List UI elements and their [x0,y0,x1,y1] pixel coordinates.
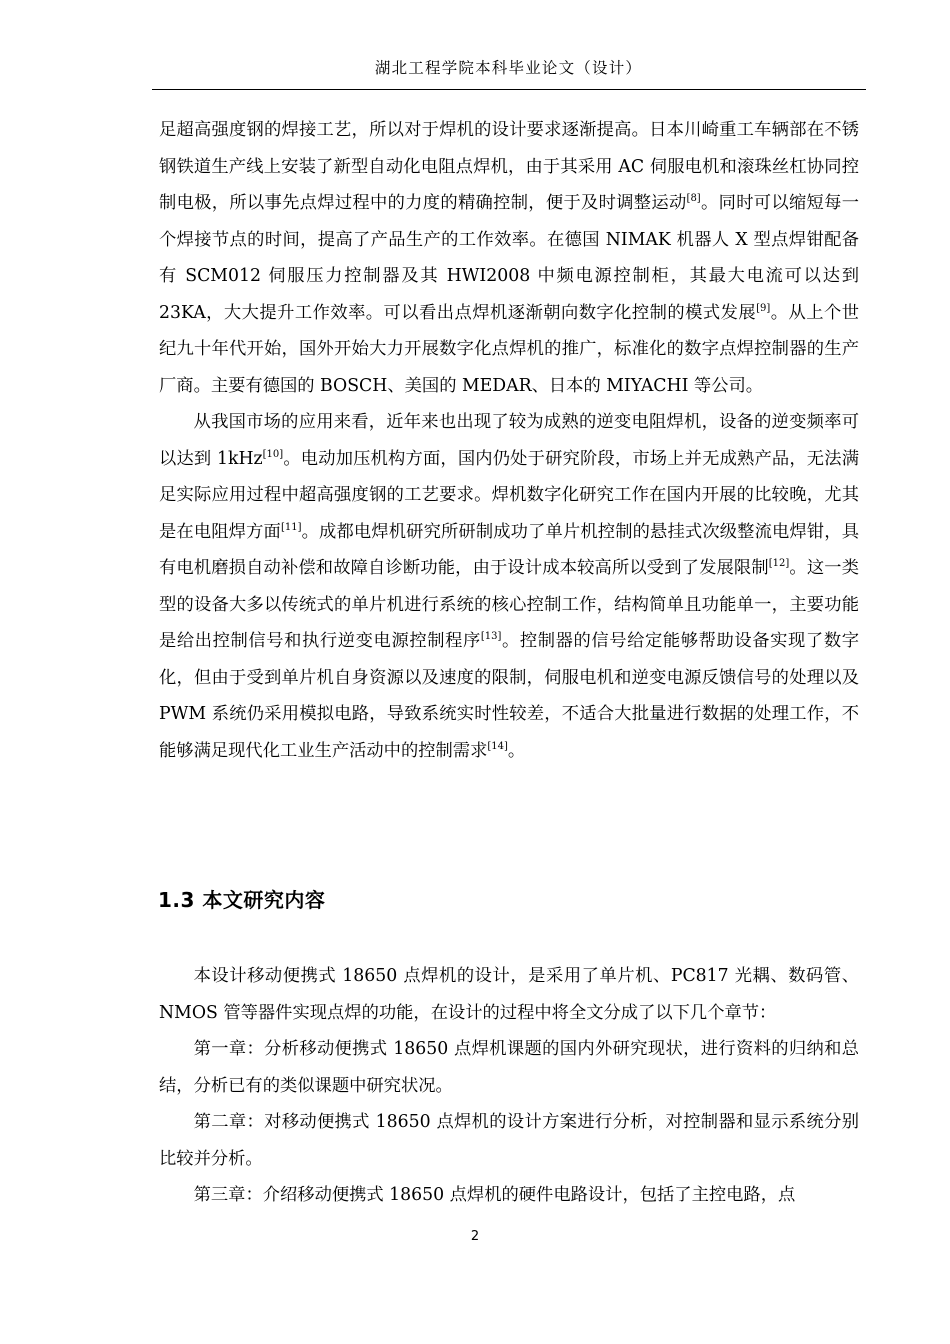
header-rule [152,89,866,90]
text-run: 。同时可以缩短每一个焊接节点的时间，提高了产品生产的工作效率。在德国 NIMAK 机器人 X 型点焊钳配备有 SCM012 伺服压力控制器及其 HWI2008 中频电源控制柜，其最大电流可以达到 23KA，大大提升工作效率。可以看出点焊机逐渐朝向数字化控制的模式发展 [159,193,859,323]
text-run: 足超高强度钢的焊接工艺，所以对于焊机的设计要求逐渐提高。日本川崎重工车辆部在不锈钢铁道生产线上安装了新型自动化电阻点焊机，由于其采用 AC 伺服电机和滚珠丝杠协同控制电极，所以事先点焊过程中的力度的精确控制，便于及时调整运动 [159,120,859,213]
paragraph-domestic-status [159,404,859,769]
paragraph-chapter-3: 第三章：介绍移动便携式 18650 点焊机的硬件电路设计，包括了主控电路，点 [193,1185,796,1205]
paragraph-continued [159,112,859,404]
text-run: 。电动加压机构方面，国内仍处于研究阶段，市场上并无成熟产品，无法满足实际应用过程中超高强度钢的工艺要求。焊机数字化研究工作在国内开展的比较晚，尤其是在电阻焊方面 [159,448,859,542]
citation-ref: [14] [487,740,508,752]
running-header: 湖北工程学院本科毕业论文（设计） [374,59,643,77]
paragraph-intro: 本设计移动便携式 18650 点焊机的设计，是采用了单片机、PC817 光耦、数码管、NMOS 管等器件实现点焊的功能，在设计的过程中将全文分成了以下几个章节： [159,966,859,1023]
citation-ref: [13] [480,631,502,642]
paragraph-chapter-2: 第二章：对移动便携式 18650 点焊机的设计方案进行分析，对控制器和显示系统分别比较并分析。 [159,1112,859,1169]
page-number: 2 [470,1229,480,1244]
text-run: 。成都电焊机研究所研制成功了单片机控制的悬挂式次级整流电焊钳，具有电机磨损自动补偿和故障自诊断功能，由于设计成本较高所以受到了发展限制 [159,521,859,578]
text-run: 从我国市场的应用来看，近年来也出现了较为成熟的逆变电阻焊机，设备的逆变频率可以达到 1kHz [159,412,859,469]
text-run: 。控制器的信号给定能够帮助设备实现了数字化，但由于受到单片机自身资源以及速度的限制，伺服电机和逆变电源反馈信号的处理以及 PWM 系统仍采用模拟电路，导致系统实时性较差，不适合大批量进行数据的处理工作，不能够满足现代化工业生产活动中的控制需求 [159,631,859,761]
citation-ref: [11] [280,521,302,533]
section-heading: 1.3 本文研究内容 [158,888,326,912]
paragraph-chapter-1: 第一章：分析移动便携式 18650 点焊机课题的国内外研究现状，进行资料的归纳和总结，分析已有的类似课题中研究状况。 [159,1039,859,1096]
text-run: 。从上个世纪九十年代开始，国外开始大力开展数字化点焊机的推广，标准化的数字点焊控制器的生产厂商。主要有德国的 BOSCH、美国的 MEDAR、日本的 MIYACHI 等公司。 [159,302,859,396]
citation-ref: [12] [768,558,790,569]
citation-ref: [9] [756,302,771,314]
citation-ref: [10] [262,448,284,460]
text-run: 。这一类型的设备大多以传统式的单片机进行系统的核心控制工作，结构简单且功能单一，主要功能是给出控制信号和执行逆变电源控制程序 [159,558,859,651]
citation-ref: [8] [686,193,701,204]
body-text-lower [159,958,859,1214]
body-text-upper [159,112,859,769]
text-run: 。 [507,740,526,761]
